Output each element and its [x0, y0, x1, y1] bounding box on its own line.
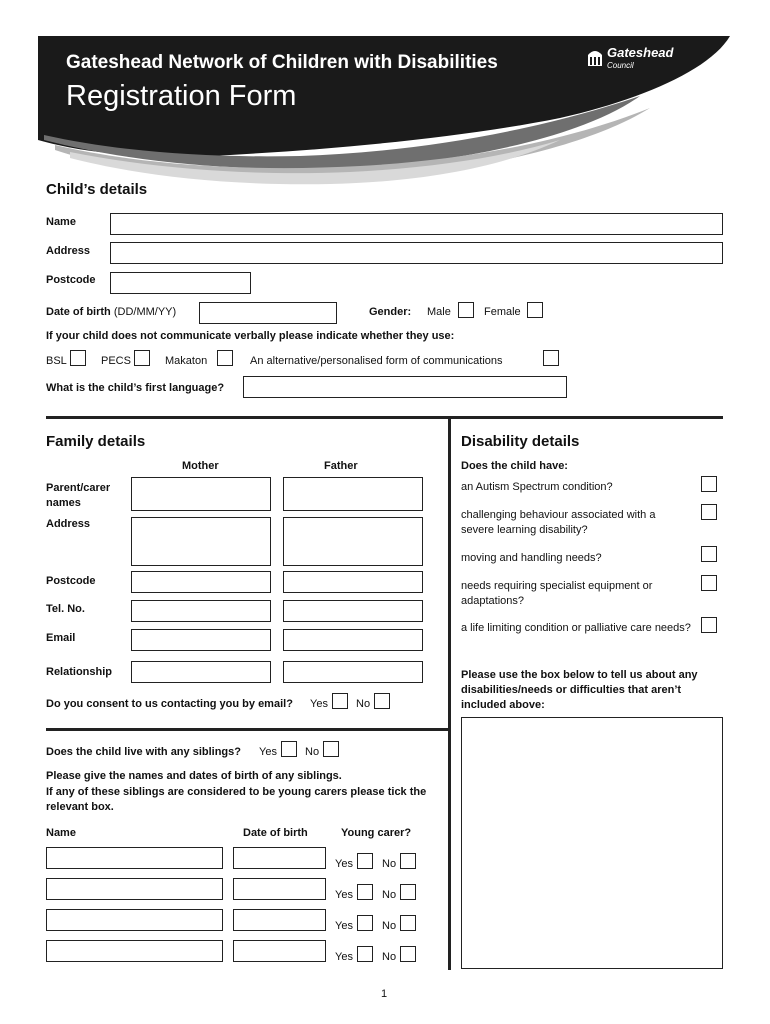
mother-name-input[interactable]: [131, 477, 271, 511]
siblings-yes-label: Yes: [259, 746, 277, 758]
sibling-name-input[interactable]: [46, 878, 223, 900]
young-carer-no-checkbox[interactable]: [400, 915, 416, 931]
gender-male-checkbox[interactable]: [458, 302, 474, 318]
disability-equipment-checkbox[interactable]: [701, 575, 717, 591]
form-title: Registration Form: [66, 80, 297, 112]
childs-details-title: Child’s details: [46, 181, 148, 198]
disability-autism-checkbox[interactable]: [701, 476, 717, 492]
disability-item-palliative: a life limiting condition or palliative care needs?: [461, 622, 691, 634]
relationship-label: Relationship: [46, 666, 113, 678]
child-name-input[interactable]: [110, 213, 723, 235]
email-consent-no-label: No: [356, 698, 371, 710]
siblings-question: Does the child live with any siblings?: [46, 746, 241, 758]
sibling-dob-input[interactable]: [233, 878, 326, 900]
alternative-communication-label: An alternative/personalised form of communications: [250, 355, 503, 367]
disability-palliative-checkbox[interactable]: [701, 617, 717, 633]
young-carer-yes-checkbox[interactable]: [357, 884, 373, 900]
alternative-communication-checkbox[interactable]: [543, 350, 559, 366]
pecs-label: PECS: [101, 355, 131, 367]
young-carer-yes-label: Yes: [335, 858, 353, 870]
mother-column-header: Mother: [182, 460, 219, 472]
father-address-input[interactable]: [283, 517, 423, 566]
email-consent-no-checkbox[interactable]: [374, 693, 390, 709]
young-carer-no-label: No: [382, 858, 397, 870]
siblings-instructions-1: Please give the names and dates of birth of any siblings.: [46, 770, 342, 782]
young-carer-yes-label: Yes: [335, 951, 353, 963]
disability-item-behaviour: challenging behaviour associated with a severe learning disability?: [461, 509, 656, 536]
child-dob-input[interactable]: [199, 302, 337, 324]
section-divider: [46, 416, 723, 419]
tel-label: Tel. No.: [46, 603, 85, 615]
young-carer-no-checkbox[interactable]: [400, 853, 416, 869]
sibling-dob-header: Date of birth: [243, 827, 308, 839]
young-carer-yes-checkbox[interactable]: [357, 915, 373, 931]
parent-names-label: Parent/carer names: [46, 482, 111, 509]
disability-item-moving-handling: moving and handling needs?: [461, 552, 602, 564]
siblings-no-label: No: [305, 746, 320, 758]
other-disabilities-textarea[interactable]: [461, 717, 723, 969]
young-carer-header: Young carer?: [341, 827, 412, 839]
child-name-label: Name: [46, 216, 76, 228]
council-logo-subtitle: Council: [607, 61, 634, 70]
mother-tel-input[interactable]: [131, 600, 271, 622]
email-consent-yes-checkbox[interactable]: [332, 693, 348, 709]
father-column-header: Father: [324, 460, 358, 472]
email-label: Email: [46, 632, 76, 644]
council-logo-name: Gateshead: [607, 45, 674, 60]
disability-details-title: Disability details: [461, 433, 580, 450]
father-email-input[interactable]: [283, 629, 423, 651]
sibling-name-input[interactable]: [46, 940, 223, 962]
child-postcode-input[interactable]: [110, 272, 251, 294]
first-language-input[interactable]: [243, 376, 567, 398]
sibling-name-input[interactable]: [46, 847, 223, 869]
child-dob-label: Date of birth (DD/MM/YY): [46, 306, 177, 318]
gender-male-label: Male: [427, 306, 451, 318]
young-carer-no-checkbox[interactable]: [400, 884, 416, 900]
young-carer-yes-label: Yes: [335, 889, 353, 901]
father-postcode-input[interactable]: [283, 571, 423, 593]
other-disabilities-instructions: Please use the box below to tell us about any disabilities/needs or difficulties that aren’t included above:: [461, 669, 698, 711]
disability-item-equipment: needs requiring specialist equipment or adaptations?: [461, 580, 653, 607]
disability-question: Does the child have:: [461, 460, 568, 472]
disability-item-autism: an Autism Spectrum condition?: [461, 481, 613, 493]
father-relationship-input[interactable]: [283, 661, 423, 683]
mother-postcode-input[interactable]: [131, 571, 271, 593]
makaton-checkbox[interactable]: [217, 350, 233, 366]
young-carer-yes-checkbox[interactable]: [357, 946, 373, 962]
family-postcode-label: Postcode: [46, 575, 96, 587]
child-address-input[interactable]: [110, 242, 723, 264]
disability-behaviour-checkbox[interactable]: [701, 504, 717, 520]
family-details-title: Family details: [46, 433, 146, 450]
disability-moving-handling-checkbox[interactable]: [701, 546, 717, 562]
sibling-name-header: Name: [46, 827, 76, 839]
young-carer-yes-label: Yes: [335, 920, 353, 932]
communication-question: If your child does not communicate verbally please indicate whether they use:: [46, 330, 455, 342]
email-consent-question: Do you consent to us contacting you by email?: [46, 698, 293, 710]
mother-relationship-input[interactable]: [131, 661, 271, 683]
gender-label: Gender:: [369, 306, 412, 318]
organisation-title: Gateshead Network of Children with Disabilities: [66, 52, 498, 73]
sibling-dob-input[interactable]: [233, 909, 326, 931]
siblings-instructions-2: If any of these siblings are considered to be young carers please tick the relevant box.: [46, 786, 427, 813]
column-divider: [448, 419, 451, 970]
mother-email-input[interactable]: [131, 629, 271, 651]
gender-female-checkbox[interactable]: [527, 302, 543, 318]
sibling-name-input[interactable]: [46, 909, 223, 931]
mother-address-input[interactable]: [131, 517, 271, 566]
bsl-checkbox[interactable]: [70, 350, 86, 366]
council-logo-icon: [587, 47, 603, 67]
young-carer-no-label: No: [382, 889, 397, 901]
page-number: 1: [381, 988, 388, 1000]
family-address-label: Address: [46, 518, 91, 530]
young-carer-no-checkbox[interactable]: [400, 946, 416, 962]
father-name-input[interactable]: [283, 477, 423, 511]
young-carer-no-label: No: [382, 951, 397, 963]
family-siblings-divider: [46, 728, 448, 731]
father-tel-input[interactable]: [283, 600, 423, 622]
young-carer-yes-checkbox[interactable]: [357, 853, 373, 869]
young-carer-no-label: No: [382, 920, 397, 932]
child-address-label: Address: [46, 245, 91, 257]
first-language-label: What is the child’s first language?: [46, 382, 225, 394]
sibling-dob-input[interactable]: [233, 940, 326, 962]
email-consent-yes-label: Yes: [310, 698, 328, 710]
sibling-dob-input[interactable]: [233, 847, 326, 869]
makaton-label: Makaton: [165, 355, 208, 367]
siblings-no-checkbox[interactable]: [323, 741, 339, 757]
siblings-yes-checkbox[interactable]: [281, 741, 297, 757]
bsl-label: BSL: [46, 355, 67, 367]
gender-female-label: Female: [484, 306, 521, 318]
child-postcode-label: Postcode: [46, 274, 96, 286]
pecs-checkbox[interactable]: [134, 350, 150, 366]
